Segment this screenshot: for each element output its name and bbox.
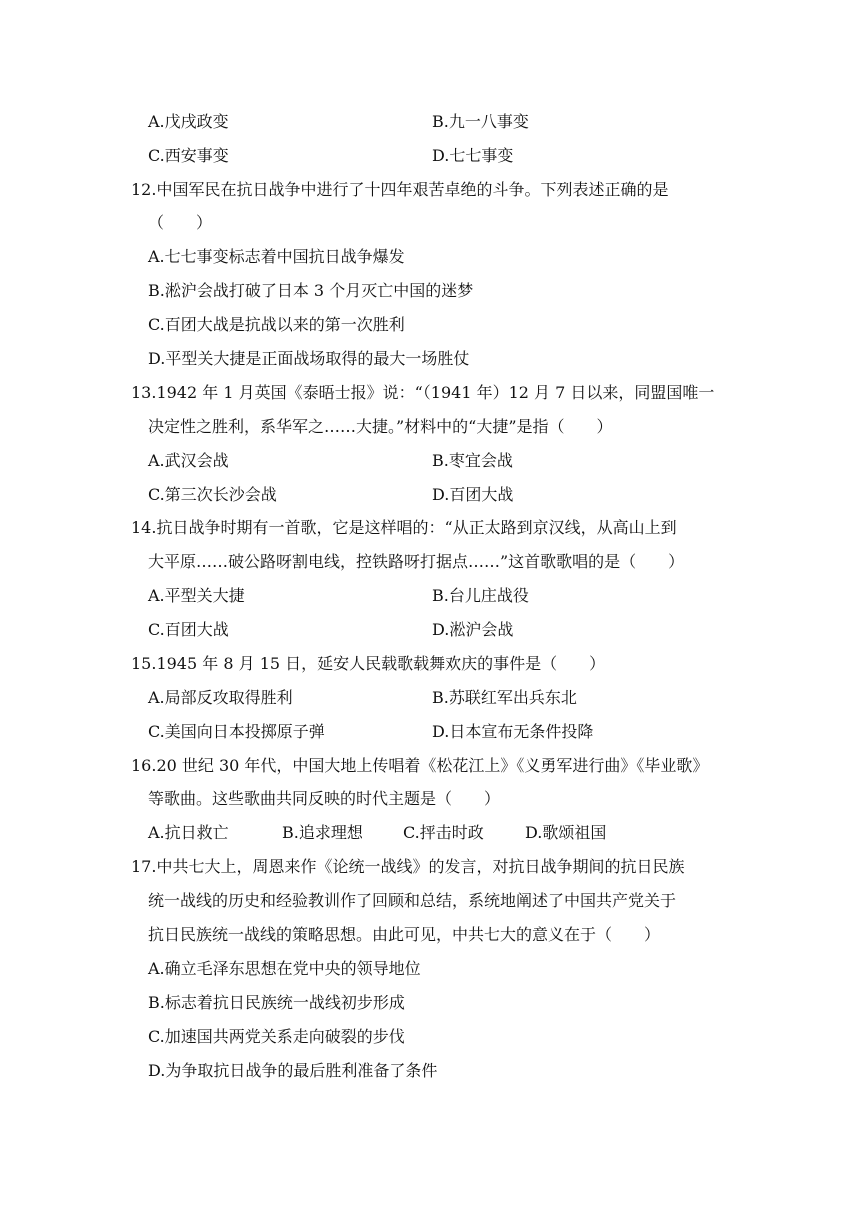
q17-stem-line-2: 统一战线的历史和经验教训作了回顾和总结，系统地阐述了中国共产党关于 [148,891,677,910]
q12-option-c: C.百团大战是抗战以来的第一次胜利 [148,315,405,334]
q16-option-d: D.歌颂祖国 [525,823,607,842]
q17-option-d: D.为争取抗日战争的最后胜利准备了条件 [148,1061,438,1080]
q13-stem-line-1: 13.1942 年 1 月英国《泰晤士报》说：“（1941 年）12 月 7 日以来，同盟国唯一 [131,383,715,402]
q12-option-a: A.七七事变标志着中国抗日战争爆发 [148,247,405,266]
q11-option-d: D.七七事变 [432,146,514,165]
q15-option-b: B.苏联红军出兵东北 [432,688,577,707]
q12-stem-line-2: （ ） [148,213,213,232]
q13-option-d: D.百团大战 [432,485,514,504]
q16-stem-line-2: 等歌曲。这些歌曲共同反映的时代主题是（ ） [148,789,501,808]
q14-option-b: B.台儿庄战役 [432,586,529,605]
q17-option-a: A.确立毛泽东思想在党中央的领导地位 [148,959,421,978]
q11-option-c: C.西安事变 [148,146,229,165]
q16-option-c: C.抨击时政 [403,823,484,842]
q11-option-a: A.戊戌政变 [148,112,229,131]
q12-option-d: D.平型关大捷是正面战场取得的最大一场胜仗 [148,349,470,368]
q15-option-c: C.美国向日本投掷原子弹 [148,722,325,741]
q15-option-a: A.局部反攻取得胜利 [148,688,293,707]
q17-option-b: B.标志着抗日民族统一战线初步形成 [148,993,405,1012]
q14-stem-line-2: 大平原……破公路呀割电线，控铁路呀打据点……”这首歌歌唱的是（ ） [148,552,685,571]
q14-stem-line-1: 14.抗日战争时期有一首歌，它是这样唱的：“从正太路到京汉线，从高山上到 [131,518,677,537]
q14-option-a: A.平型关大捷 [148,586,245,605]
q14-option-d: D.淞沪会战 [432,620,514,639]
q16-stem-line-1: 16.20 世纪 30 年代，中国大地上传唱着《松花江上》《义勇军进行曲》《毕业歌》 [131,756,709,775]
q13-option-c: C.第三次长沙会战 [148,485,277,504]
q16-option-a: A.抗日救亡 [148,823,229,842]
q17-option-c: C.加速国共两党关系走向破裂的步伐 [148,1027,405,1046]
q13-option-a: A.武汉会战 [148,451,229,470]
q13-stem-line-2: 决定性之胜利，系华军之……大捷。”材料中的“大捷”是指（ ） [148,417,613,436]
q17-stem-line-1: 17.中共七大上，周恩来作《论统一战线》的发言，对抗日战争期间的抗日民族 [131,857,685,876]
q12-option-b: B.淞沪会战打破了日本 3 个月灭亡中国的迷梦 [148,281,474,300]
q12-stem-line-1: 12.中国军民在抗日战争中进行了十四年艰苦卓绝的斗争。下列表述正确的是 [131,180,669,199]
q15-option-d: D.日本宣布无条件投降 [432,722,594,741]
q13-option-b: B.枣宜会战 [432,451,513,470]
q14-option-c: C.百团大战 [148,620,229,639]
q15-stem-line-1: 15.1945 年 8 月 15 日，延安人民载歌载舞欢庆的事件是（ ） [131,654,606,673]
q17-stem-line-3: 抗日民族统一战线的策略思想。由此可见，中共七大的意义在于（ ） [148,925,661,944]
q16-option-b: B.追求理想 [282,823,363,842]
q11-option-b: B.九一八事变 [432,112,529,131]
